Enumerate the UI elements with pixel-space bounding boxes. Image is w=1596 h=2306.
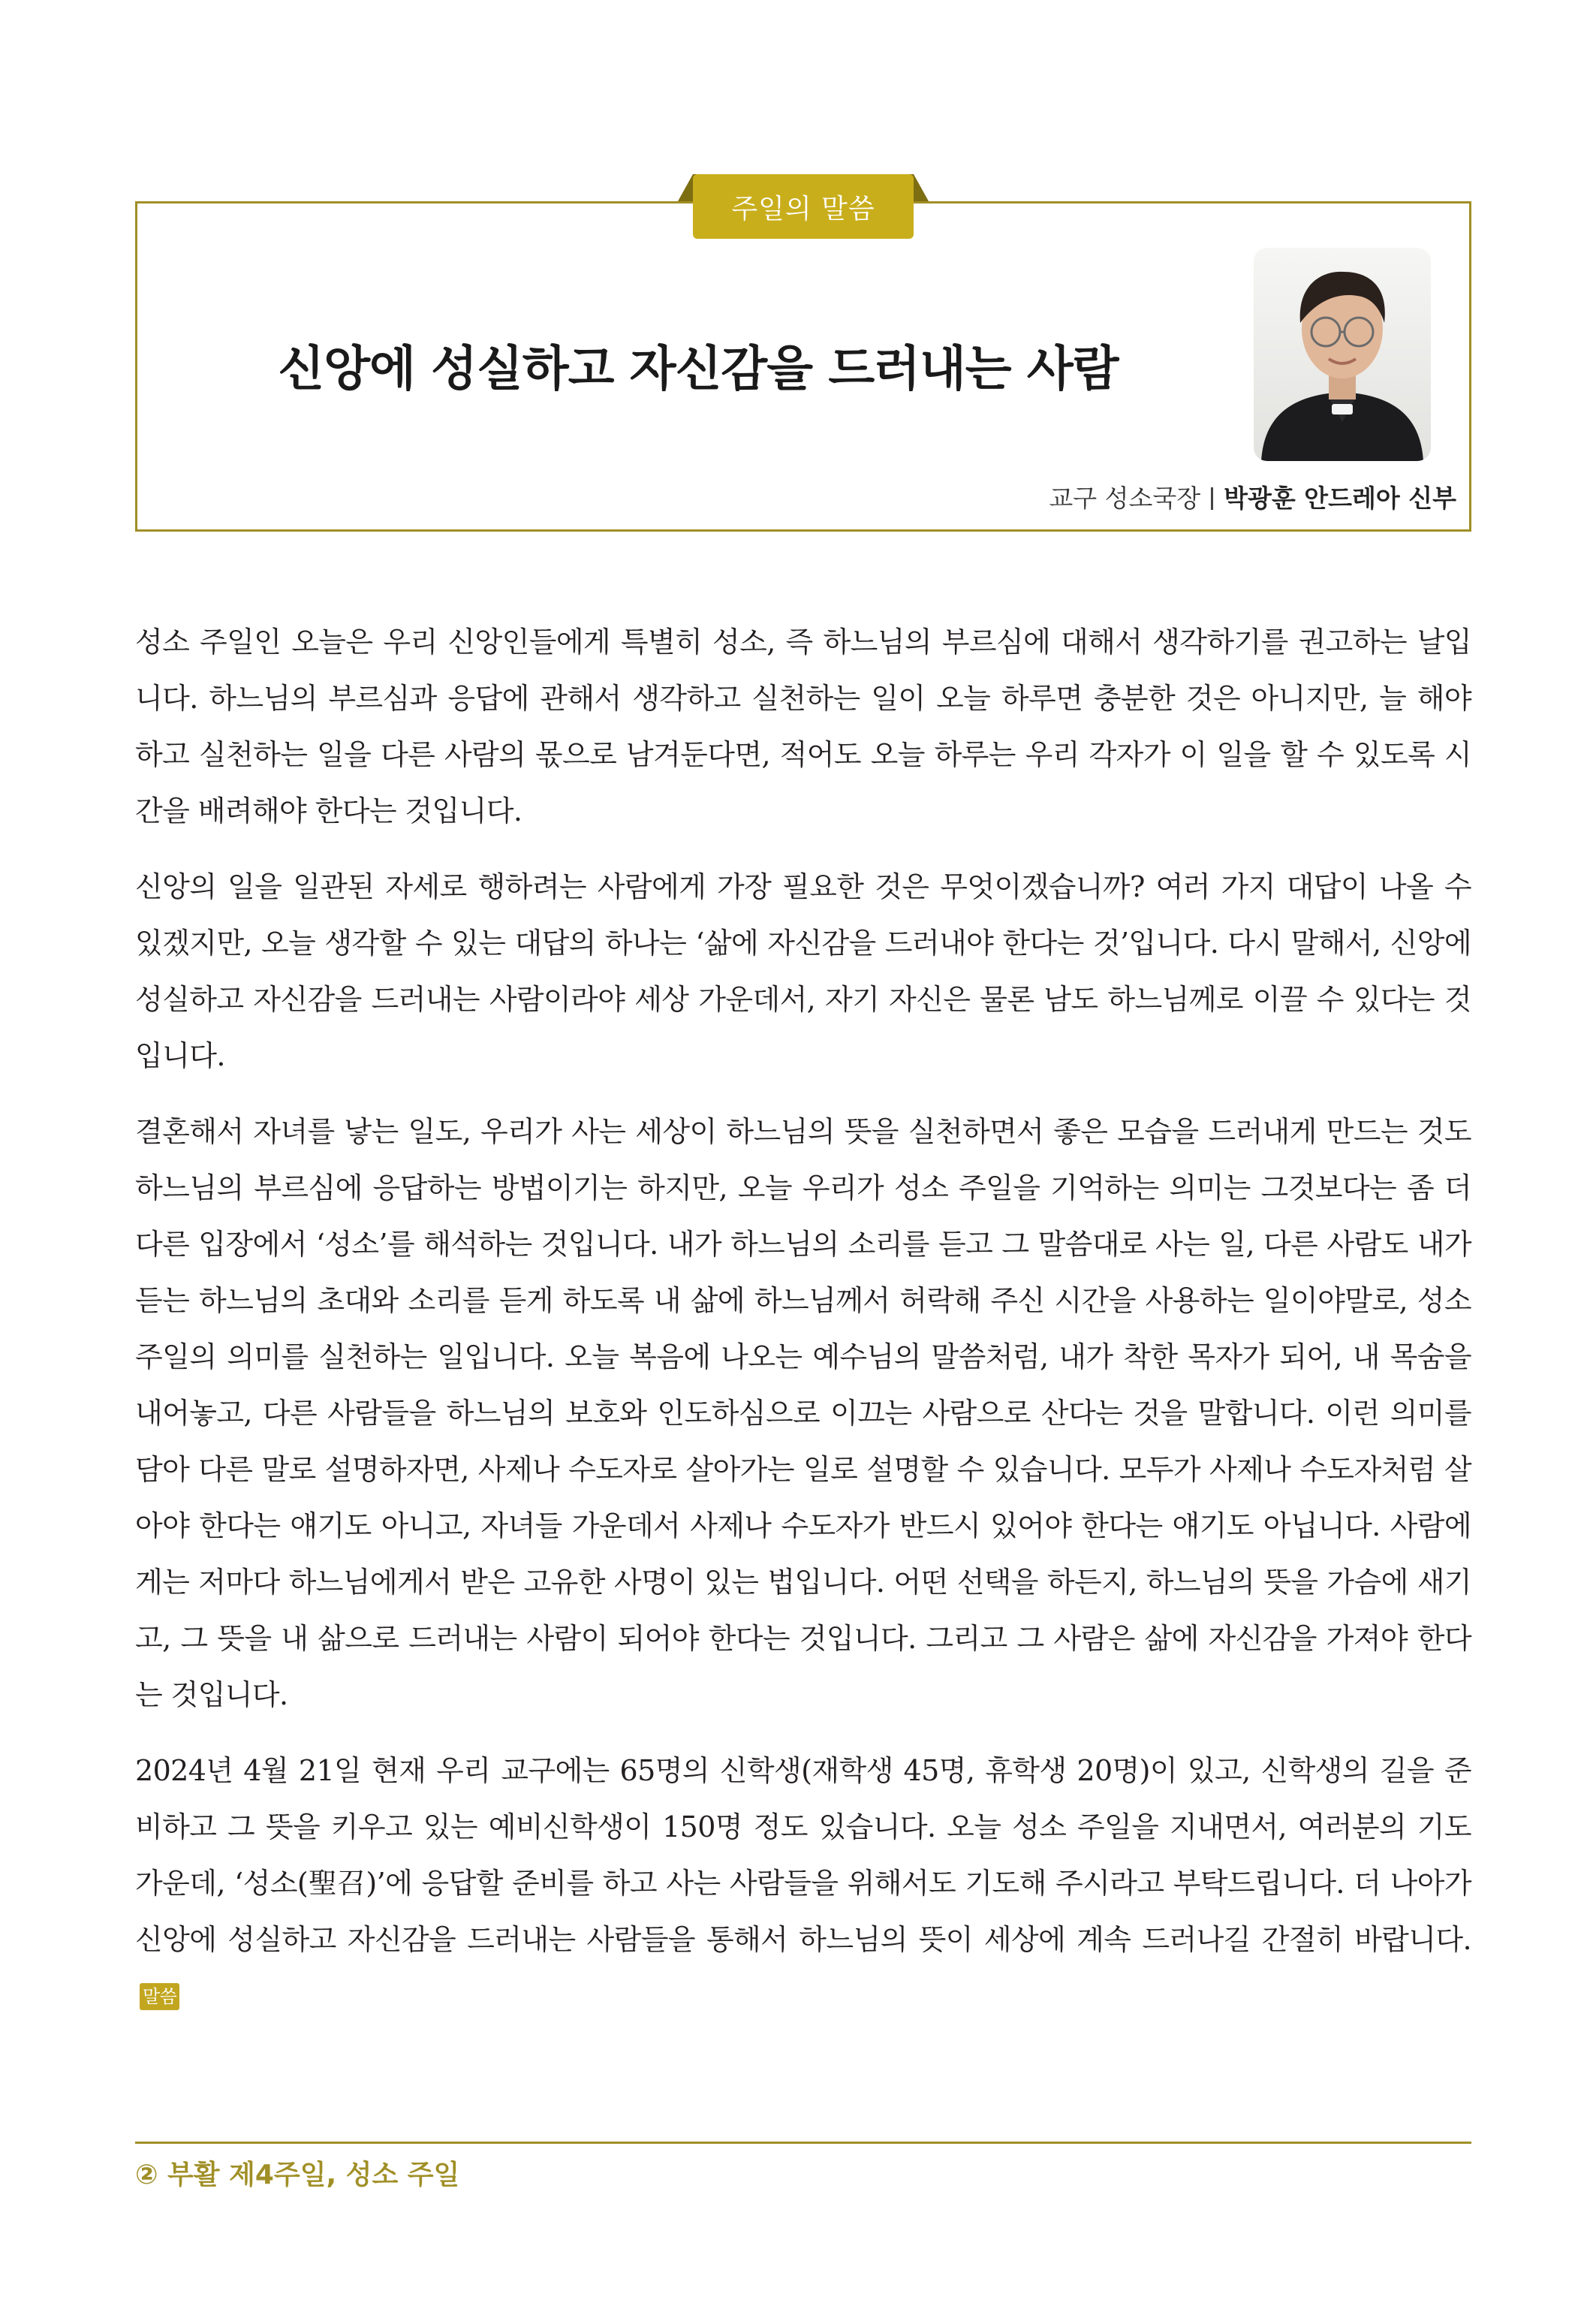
footer-divider	[135, 2142, 1471, 2144]
article-title: 신앙에 성실하고 자신감을 드러내는 사람	[278, 342, 1119, 397]
author-portrait	[1254, 248, 1431, 461]
end-mark-icon: 말씀	[140, 1983, 179, 2010]
paragraph-last	[135, 1743, 1471, 2024]
author-role: 교구 성소국장	[1049, 484, 1201, 513]
author-credit	[1049, 479, 1456, 514]
paragraph: 성소 주일인 오늘은 우리 신앙인들에게 특별히 성소, 즉 하느님의 부르심에 대해서 생각하기를 권고하는 날입니다. 하느님의 부르심과 응답에 관해서 생각하고 실천하는 일이 오늘 하루면 충분한 것은 아니지만, 늘 해야 하고 실천하는 일을 다른 사람의 몫으로 남겨둔다면, 적어도 오늘 하루는 우리 각자가 이 일을 할 수 있도록 시간을 배려해야 한다는 것입니다.	[135, 625, 1471, 827]
footer-page-label: ② 부활 제4주일, 성소 주일	[135, 2160, 460, 2190]
author-separator	[1211, 487, 1213, 510]
paragraph: 결혼해서 자녀를 낳는 일도, 우리가 사는 세상이 하느님의 뜻을 실천하면서 좋은 모습을 드러내게 만드는 것도 하느님의 부르심에 응답하는 방법이기는 하지만, 오늘 우리가 성소 주일을 기억하는 의미는 그것보다는 좀 더 다른 입장에서 ‘성소’를 해석하는 것입니다. 내가 하느님의 소리를 듣고 그 말씀대로 사는 일, 다른 사람도 내가 듣는 하느님의 초대와 소리를 듣게 하도록 내 삶에 하느님께서 허락해 주신 시간을 사용하는 일이야말로, 성소 주일의 의미를 실천하는 일입니다. 오늘 복음에 나오는 예수님의 말씀처럼, 내가 착한 목자가 되어, 내 목숨을 내어놓고, 다른 사람들을 하느님의 보호와 인도하심으로 이끄는 사람으로 산다는 것을 말합니다. 이런 의미를 담아 다른 말로 설명하자면, 사제나 수도자로 살아가는 일로 설명할 수 있습니다. 모두가 사제나 수도자처럼 살아야 한다는 얘기도 아니고, 자녀들 가운데서 사제나 수도자가 반드시 있어야 한다는 얘기도 아닙니다. 사람에게는 저마다 하느님에게서 받은 고유한 사명이 있는 법입니다. 어떤 선택을 하든지, 하느님의 뜻을 가슴에 새기고, 그 뜻을 내 삶으로 드러내는 사람이 되어야 한다는 것입니다. 그리고 그 사람은 삶에 자신감을 가져야 한다는 것입니다.	[135, 1115, 1471, 1711]
author-name: 박광훈 안드레아 신부	[1224, 484, 1456, 513]
paragraph-text: 2024년 4월 21일 현재 우리 교구에는 65명의 신학생(재학생 45명, 휴학생 20명)이 있고, 신학생의 길을 준비하고 그 뜻을 키우고 있는 예비신학생이 150명 정도 있습니다. 오늘 성소 주일을 지내면서, 여러분의 기도 가운데, ‘성소(聖召)’에 응답할 준비를 하고 사는 사람들을 위해서도 기도해 주시라고 부탁드립니다. 더 나아가 신앙에 성실하고 자신감을 드러내는 사람들을 통해서 하느님의 뜻이 세상에 계속 드러나길 간절히 바랍니다.	[135, 1754, 1471, 1956]
paragraph: 신앙의 일을 일관된 자세로 행하려는 사람에게 가장 필요한 것은 무엇이겠습니까? 여러 가지 대답이 나올 수 있겠지만, 오늘 생각할 수 있는 대답의 하나는 ‘삶에 자신감을 드러내야 한다는 것’입니다. 다시 말해서, 신앙에 성실하고 자신감을 드러내는 사람이라야 세상 가운데서, 자기 자신은 물론 남도 하느님께로 이끌 수 있다는 것입니다.	[135, 870, 1471, 1072]
section-label: 주일의 말씀	[731, 193, 875, 225]
section-tab	[678, 174, 929, 239]
article-body	[135, 614, 1471, 2044]
